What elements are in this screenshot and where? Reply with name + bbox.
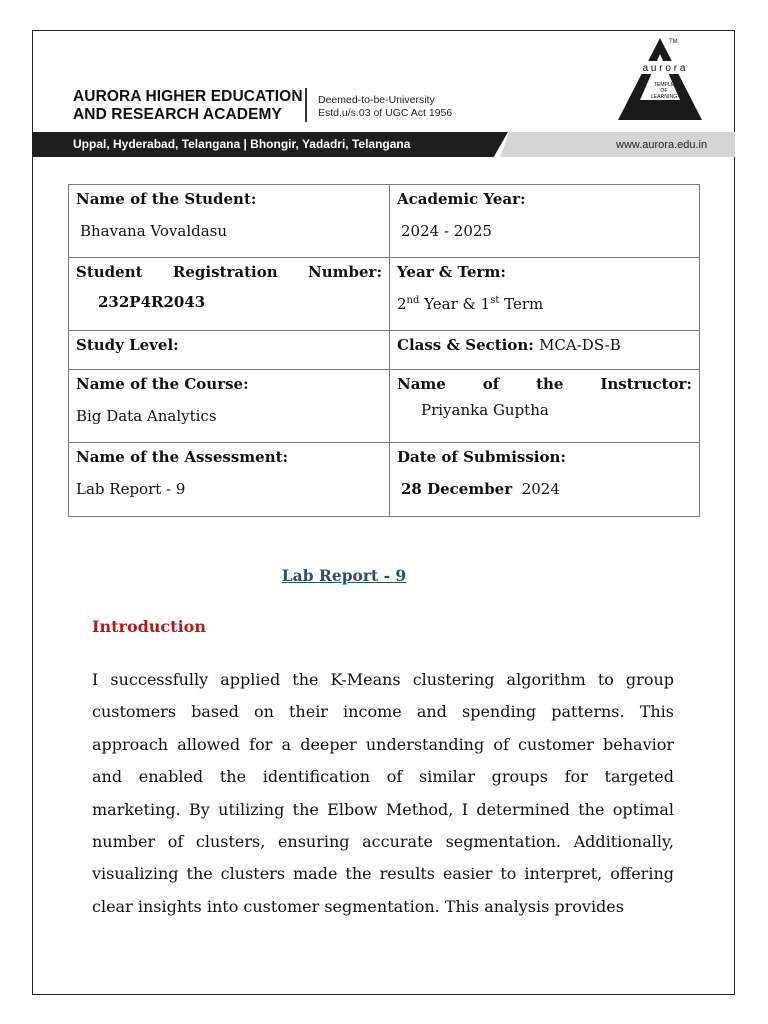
assessment-cell [69,443,390,517]
student-name-cell [69,185,390,258]
location-text: Uppal, Hyderabad, Telangana | Bhongir, Yadadri, Telangana [73,137,411,151]
submission-label: Date of Submission: [397,448,566,466]
course-cell [69,370,390,443]
academic-year-label: Academic Year: [397,190,526,208]
study-level-label: Study Level: [76,336,179,354]
registration-value: 232P4R2043 [98,293,206,311]
term-word: Term [499,295,544,313]
academic-year-value: 2024 - 2025 [401,222,492,240]
class-section-cell [390,331,700,370]
website-link[interactable]: www.aurora.edu.in [616,139,708,151]
table-row [69,185,700,258]
institution-name [73,88,303,124]
registration-cell [69,258,390,331]
section-heading-introduction: Introduction [92,617,206,636]
deemed-university-text: Deemed-to-be-University [318,94,435,106]
registration-label-word3: Number: [308,263,382,281]
aurora-logo [614,34,726,126]
student-name-value: Bhavana Vovaldasu [80,222,228,240]
course-value: Big Data Analytics [76,407,217,425]
instructor-label-word2: of [482,375,500,393]
submission-day: 28 December [401,480,513,498]
introduction-paragraph: I successfully applied the K-Means clustering algorithm to group customers based on their income and spending patterns. This approach allowed for a deeper understanding of customer behavior and enabled the identification of similar groups for targeted marketing. By utilizing the Elbow Method, I determined the optimal number of clusters, ensuring accurate segmentation. Additionally, visualizing the clusters made the results easier to interpret, offering clear insights into customer segmentation. This analysis provides [92,670,674,916]
class-section-value: MCA-DS-B [539,336,621,354]
course-label: Name of the Course: [76,375,249,393]
table-row [69,443,700,517]
institution-name-line1: AURORA HIGHER EDUCATION [73,88,303,105]
year-term-cell [390,258,700,331]
submission-value [397,479,692,499]
student-info-table [68,184,700,517]
academic-year-cell [390,185,700,258]
instructor-label-word1: Name [397,375,446,393]
instructor-label-word3: the [536,375,564,393]
logo-wordmark: a u r o r a [642,63,686,74]
submission-year: 2024 [521,480,560,498]
registration-label-word1: Student [76,263,143,281]
term-suffix: st [490,295,500,306]
established-text: Estd.u/s.03 of UGC Act 1956 [318,107,453,119]
report-title: Lab Report - 9 [281,566,407,585]
logo-tagline-2: OF [660,88,668,94]
instructor-cell [390,370,700,443]
logo-tagline-3: LEARNING [650,94,678,100]
year-term-label: Year & Term: [397,263,506,281]
institution-status [318,94,452,120]
student-name-label: Name of the Student: [76,190,257,208]
assessment-label: Name of the Assessment: [76,448,289,466]
registration-label [76,260,382,283]
instructor-label [397,372,692,395]
class-section-label: Class & Section: [397,336,534,354]
registration-label-word2: Registration [172,263,278,281]
year-term-value [397,294,692,314]
assessment-value: Lab Report - 9 [76,480,186,498]
institution-name-line2: AND RESEARCH ACADEMY [73,106,282,123]
table-row [69,370,700,443]
study-level-cell [69,331,390,370]
header-divider [305,88,307,122]
table-row [69,258,700,331]
class-section-row [397,333,692,356]
instructor-label-word4: Instructor: [600,375,692,393]
instructor-value: Priyanka Guptha [421,401,549,419]
logo-trademark: TM [669,39,678,45]
table-row [69,331,700,370]
logo-tagline-1: TEMPLE [653,82,675,88]
year-word: Year & 1 [419,295,491,313]
year-suffix: nd [406,295,420,306]
submission-cell [390,443,700,517]
year-number: 2 [397,295,407,313]
